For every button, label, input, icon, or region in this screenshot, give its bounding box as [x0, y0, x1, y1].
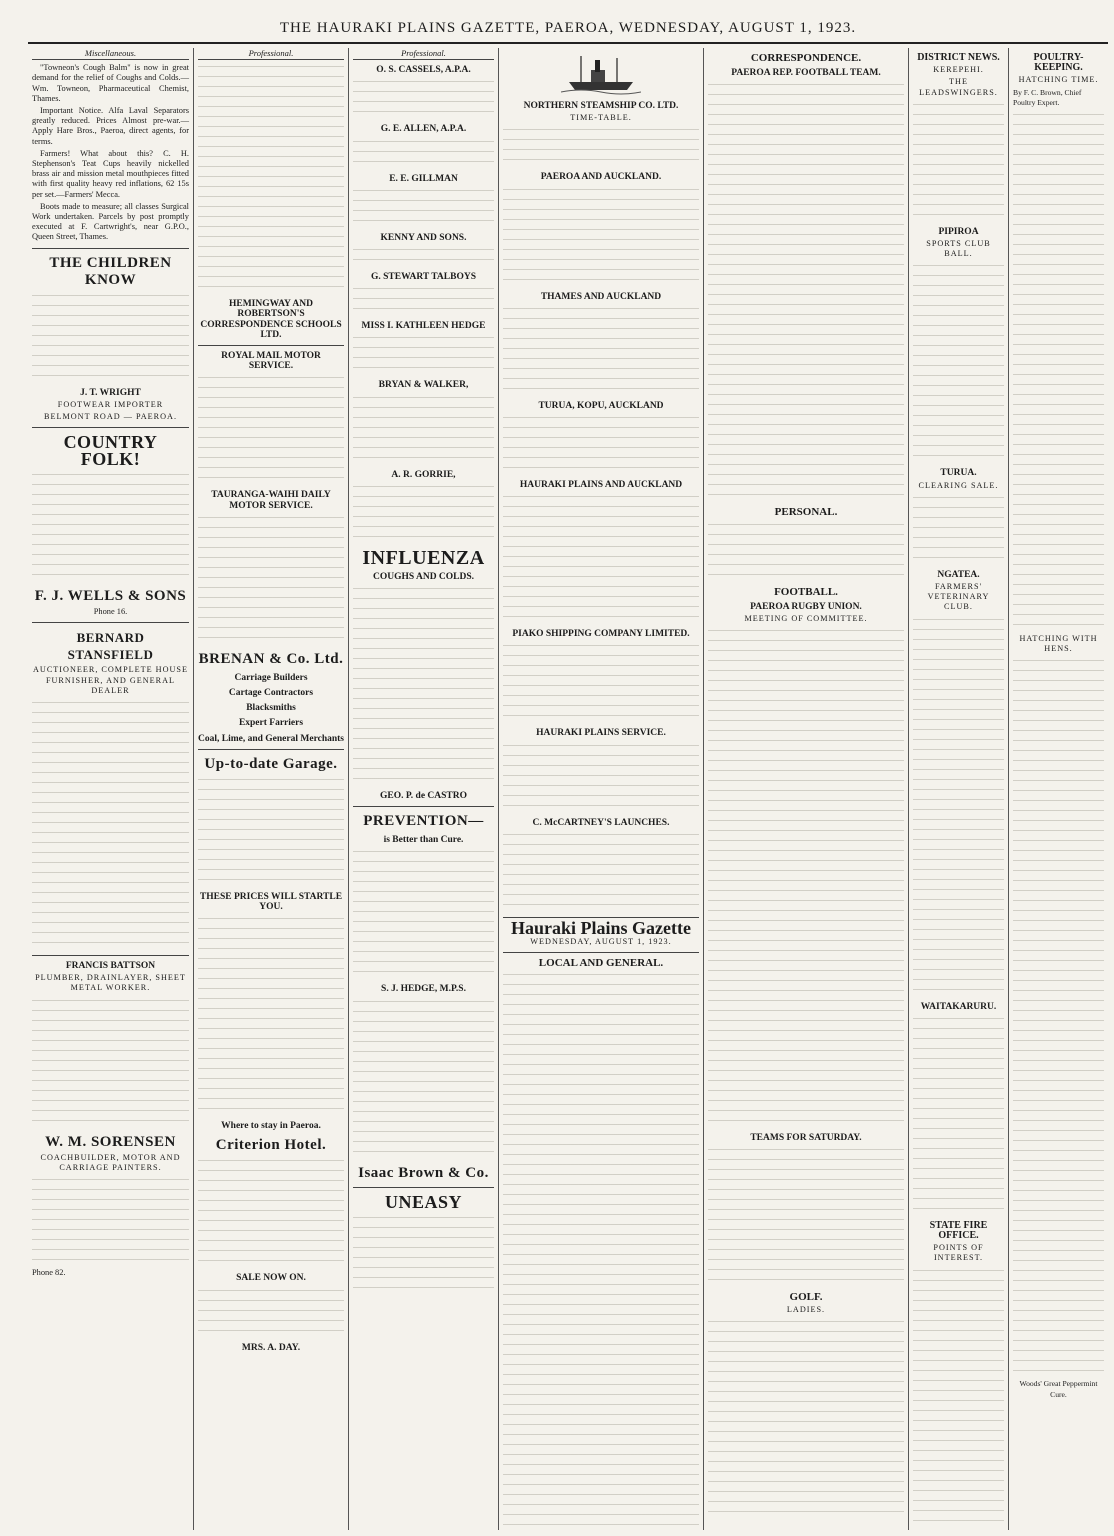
uneasy-headline: UNEASY [384, 1191, 462, 1212]
correspondence-heading: CORRESPONDENCE. [750, 52, 862, 64]
royal-mail-title: ROYAL MAIL MOTOR SERVICE. [221, 351, 321, 372]
column-miscellaneous [28, 48, 193, 1530]
children-know-headline: THE CHILDREN KNOW [49, 254, 172, 288]
sorensen-name: W. M. SORENSEN [45, 1133, 176, 1150]
talboys-name: G. STEWART TALBOYS [371, 272, 476, 283]
garage-title: Up-to-date Garage. [204, 755, 338, 772]
hemingway-ad-title: HEMINGWAY AND ROBERTSON'S CORRESPONDENCE SCHOOLS LTD. [200, 299, 342, 340]
stansfield-subtitle: AUCTIONEER, COMPLETE HOUSE FURNISHER, AND GENERAL DEALER [33, 665, 188, 695]
football-heading: FOOTBALL. [774, 585, 838, 598]
clearing-sale-heading: CLEARING SALE. [918, 480, 999, 490]
leadswingers-heading: THE LEADSWINGERS. [919, 77, 998, 97]
brenan-line: Expert Farriers [238, 718, 304, 729]
gazette-date: WEDNESDAY, AUGUST 1, 1923. [530, 937, 672, 947]
timetable-subtitle: TIME-TABLE. [570, 113, 632, 123]
isaac-brown-name: Isaac Brown & Co. [358, 1164, 489, 1181]
column-district-news [908, 48, 1008, 1530]
influenza-headline: INFLUENZA [362, 546, 485, 569]
state-fire-office-heading: STATE FIRE OFFICE. [929, 1219, 988, 1242]
kenny-name: KENNY AND SONS. [380, 232, 467, 243]
waitakaruru-heading: WAITAKARURU. [920, 1001, 997, 1012]
section-heading: Professional. [198, 48, 344, 60]
column-professional-2 [348, 48, 498, 1530]
prevention-headline: PREVENTION— [363, 813, 484, 830]
section-heading: Professional. [353, 48, 494, 60]
country-folk-headline: COUNTRY FOLK! [63, 432, 158, 470]
hatching-time-heading: HATCHING TIME. [1018, 75, 1099, 85]
teams-saturday-heading: TEAMS FOR SATURDAY. [750, 1133, 862, 1144]
classified-ad: Important Notice. Alfa Laval Separators greatly reduced. Prices Almost pre-war.—Apply Hare Bros., Paeroa, direct agents, for terms. [32, 106, 189, 146]
section-heading: Miscellaneous. [32, 48, 189, 60]
poultry-byline: By F. C. Brown, Chief Poultry Expert. [1013, 87, 1082, 107]
wright-address: BELMONT ROAD — PAEROA. [44, 412, 177, 422]
column-poultry-keeping [1008, 48, 1108, 1530]
sorensen-phone: Phone 82. [32, 1268, 66, 1278]
gillman-name: E. E. GILLMAN [389, 173, 458, 184]
steamship-illustration [561, 52, 641, 96]
classified-ad: Boots made to measure; all classes Surgical Work undertaken. Parcels by post promptly executed at F. Cartwright's, near G.P.O., Queen Street, Thames. [32, 201, 189, 242]
pipiroa-heading: PIPIROA [938, 226, 979, 237]
allen-name: G. E. ALLEN, A.P.A. [380, 124, 467, 135]
where-to-stay: Where to stay in Paeroa. [221, 1121, 321, 1132]
peppermint-cure-ad: Woods' Great Peppermint Cure. [1019, 1379, 1098, 1399]
brenan-line: Cartage Contractors [228, 688, 314, 699]
classified-ad: "Towneon's Cough Balm" is now in great demand for the relief of Coughs and Colds.—Wm. Towneon, Pharmaceutical Chemist, Thames. [32, 63, 189, 103]
paeroa-auckland-heading: PAEROA AND AUCKLAND. [540, 172, 662, 183]
sports-ball-heading: SPORTS CLUB BALL. [926, 239, 991, 259]
wright-name: J. T. WRIGHT [80, 387, 141, 398]
criterion-hotel-title: Criterion Hotel. [215, 1137, 327, 1154]
de-castro-name: GEO. P. de CASTRO [379, 791, 467, 802]
turua-heading: TURUA. [940, 468, 977, 479]
mrs-day: MRS. A. DAY. [241, 1342, 301, 1353]
kerepehi-heading: KEREPEHI. [933, 65, 984, 75]
brenan-line: Blacksmiths [246, 703, 296, 714]
wells-phone: Phone 16. [93, 607, 128, 617]
ladies-heading: LADIES. [786, 1304, 826, 1314]
hedge-name: MISS I. KATHLEEN HEDGE [361, 321, 486, 332]
influenza-subtitle: COUGHS AND COLDS. [372, 571, 475, 582]
brenan-line: Coal, Lime, and General Merchants [198, 733, 345, 744]
bryan-walker-name: BRYAN & WALKER, [378, 380, 469, 391]
local-general-heading: LOCAL AND GENERAL. [538, 957, 664, 970]
golf-heading: GOLF. [789, 1291, 823, 1304]
stansfield-name: BERNARD STANSFIELD [67, 630, 154, 663]
brenan-line: Carriage Builders [234, 672, 308, 683]
wright-subtitle: FOOTWEAR IMPORTER [57, 399, 164, 409]
column-correspondence [703, 48, 908, 1530]
mccartney-launches-heading: C. McCARTNEY'S LAUNCHES. [532, 817, 670, 828]
newspaper-masthead: THE HAURAKI PLAINS GAZETTE, PAEROA, WEDNESDAY, AUGUST 1, 1923. [28, 14, 1108, 44]
rugby-union-heading: PAEROA RUGBY UNION. [750, 601, 862, 612]
column-timetable-local [498, 48, 703, 1530]
classified-ad: Farmers! What about this? C. H. Stephenson's Teat Cups heavily nickelled brass air and mission metal mouthpieces fitted with first quality heavy red inflations, 62 15s per set.—Farmers' Mecca. [32, 148, 189, 199]
turua-kopu-heading: TURUA, KOPU, AUCKLAND [538, 400, 664, 411]
steamship-company-title: NORTHERN STEAMSHIP CO. LTD. [523, 101, 679, 111]
wells-sons-name: F. J. WELLS & SONS [34, 588, 187, 605]
sorensen-subtitle: COACHBUILDER, MOTOR AND CARRIAGE PAINTERS. [40, 1152, 181, 1172]
sj-hedge-name: S. J. HEDGE, M.P.S. [381, 984, 466, 995]
piako-shipping-heading: PIAKO SHIPPING COMPANY LIMITED. [512, 629, 690, 640]
cassels-name: O. S. CASSELS, A.P.A. [376, 65, 471, 76]
battson-subtitle: PLUMBER, DRAINLAYER, SHEET METAL WORKER. [35, 973, 186, 993]
gazette-nameplate: Hauraki Plains Gazette [511, 917, 691, 938]
hauraki-plains-service-heading: HAURAKI PLAINS SERVICE. [536, 728, 666, 739]
brenan-title: BRENAN & Co. Ltd. [198, 650, 344, 667]
gorrie-name: A. R. GORRIE, [391, 469, 456, 480]
hatching-with-hens-heading: HATCHING WITH HENS. [1019, 634, 1098, 654]
startle-title: THESE PRICES WILL STARTLE YOU. [199, 891, 343, 913]
personal-heading: PERSONAL. [774, 506, 838, 519]
ngatea-heading: NGATEA. [937, 569, 980, 580]
committee-meeting-heading: MEETING OF COMMITTEE. [744, 614, 868, 624]
poultry-keeping-heading: POULTRY-KEEPING. [1033, 52, 1084, 74]
football-team-letter-heading: PAEROA REP. FOOTBALL TEAM. [731, 68, 881, 79]
column-professional-1 [193, 48, 348, 1530]
tauranga-service-title: TAURANGA-WAIHI DAILY MOTOR SERVICE. [211, 490, 331, 511]
battson-name: FRANCIS BATTSON [65, 961, 156, 972]
sale-now-on: SALE NOW ON. [236, 1273, 306, 1284]
points-of-interest-heading: POINTS OF INTEREST. [933, 1243, 984, 1263]
district-news-heading: DISTRICT NEWS. [917, 52, 1000, 63]
thames-auckland-heading: THAMES AND AUCKLAND [540, 291, 662, 302]
vet-club-heading: FARMERS' VETERINARY CLUB. [927, 582, 990, 612]
prevention-subtitle: is Better than Cure. [383, 835, 464, 846]
hauraki-plains-auckland-heading: HAURAKI PLAINS AND AUCKLAND [519, 480, 683, 491]
